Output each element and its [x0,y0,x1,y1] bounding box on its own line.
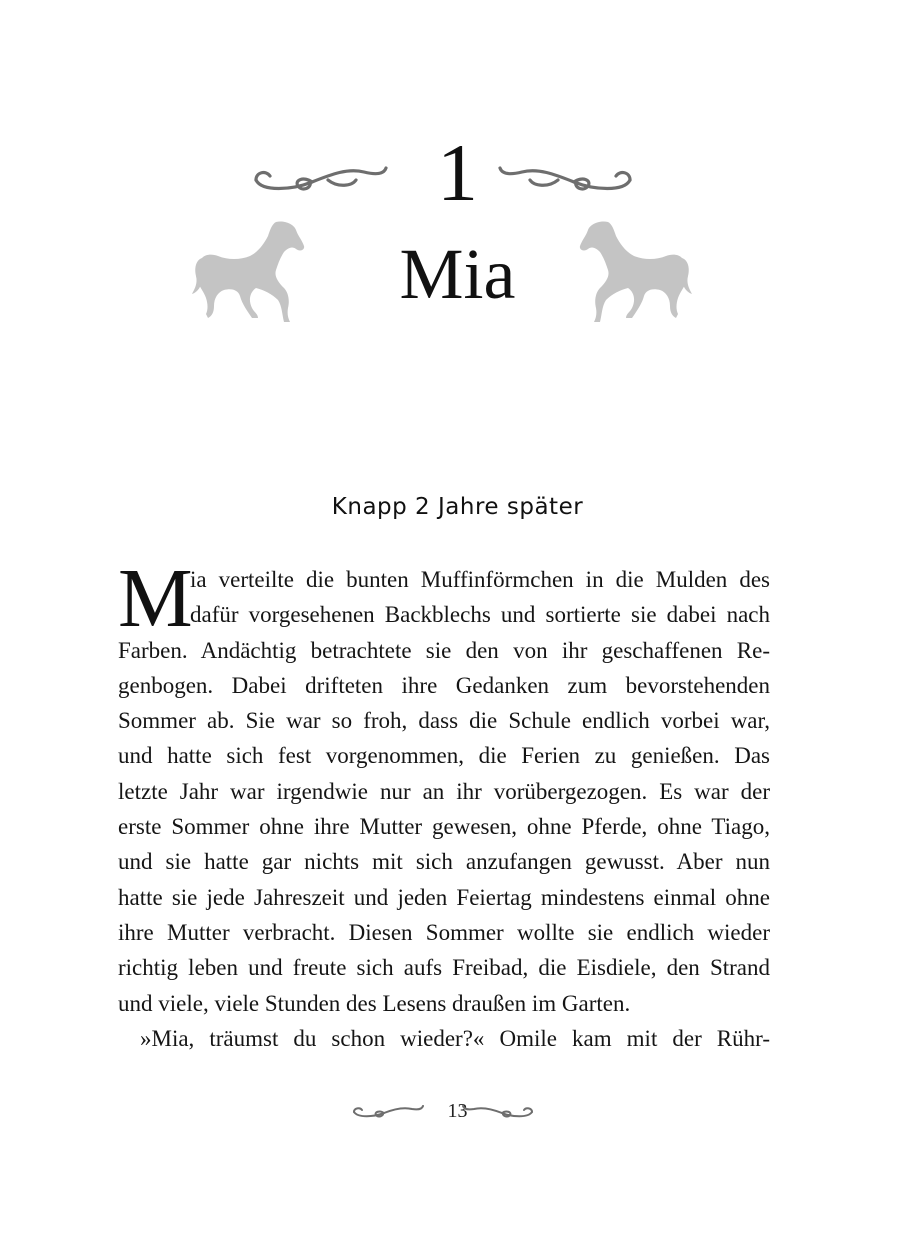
swirl-ornament-icon [498,158,634,198]
text-line: und viele, viele Stunden des Lesens draußen im Garten. [118,990,631,1016]
text-line: richtig leben und freute sich aufs Freibad, die Eisdiele, den Strand [118,955,770,981]
section-subtitle: Knapp 2 Jahre später [331,494,584,520]
page-number: 13 [447,1100,468,1122]
text-line: dafür vorgesehenen Backblechs und sortierte sie dabei nach [190,602,770,628]
text-line: letzte Jahr war irgendwie nur an ihr vorübergezogen. Es war der [118,778,770,804]
text-line: und sie hatte gar nichts mit sich anzufangen gewusst. Aber nun [118,849,770,875]
horse-silhouette-icon [574,218,692,326]
text-line: und hatte sich fest vorgenommen, die Ferien zu genießen. Das [118,743,770,769]
chapter-title: Mia [399,234,516,314]
text-line: Sommer ab. Sie war so froh, dass die Schule endlich vorbei war, [118,708,770,734]
chapter-number: 1 [437,127,478,218]
text-line: ihre Mutter verbracht. Diesen Sommer wollte sie endlich wieder [118,919,770,945]
text-line: genbogen. Dabei drifteten ihre Gedanken zum bevorstehenden [118,672,770,698]
text-line: hatte sie jede Jahreszeit und jeden Feiertag mindestens einmal ohne [118,884,770,910]
page-footer [0,1096,915,1126]
drop-cap: M [118,552,193,645]
text-line: »Mia, träumst du schon wieder?« Omile kam mit der Rühr- [140,1025,770,1051]
swirl-ornament-icon [462,1102,534,1120]
chapter-body [118,552,770,1056]
text-line: ia verteilte die bunten Muffinförmchen in die Mulden des [190,567,770,592]
text-line: erste Sommer ohne ihre Mutter gewesen, ohne Pferde, ohne Tiago, [118,814,770,840]
text-line: Farben. Andächtig betrachtete sie den von ihr geschaffenen Re- [118,637,770,663]
